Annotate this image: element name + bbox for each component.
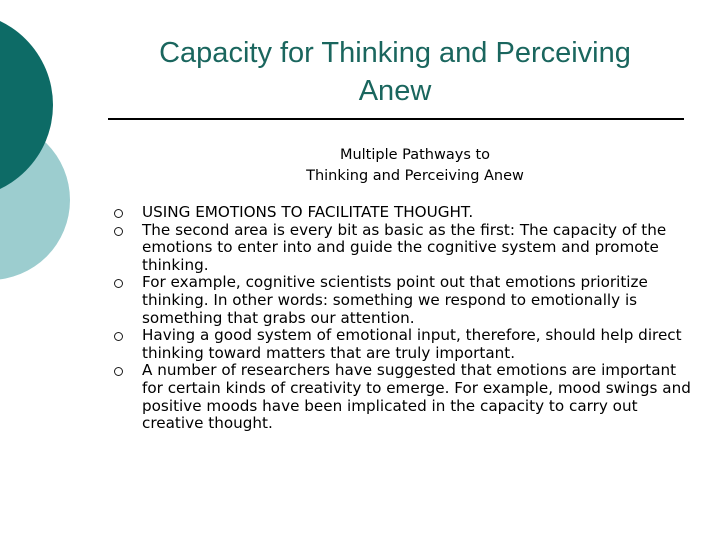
- hollow-circle-icon: [114, 227, 123, 236]
- slide-title-line-1: Capacity for Thinking and Perceiving: [159, 37, 631, 69]
- bullet-item: [112, 274, 692, 327]
- slide-subtitle-line-1: Multiple Pathways to: [339, 147, 491, 163]
- bullet-item: [112, 222, 692, 275]
- title-divider: [108, 118, 684, 120]
- bullet-text: For example, cognitive scientists point out that emotions prioritize thinking. In other words: something we respond to emotionally is something that grabs our attention.: [142, 273, 648, 327]
- bullet-text: The second area is every bit as basic as the first: The capacity of the emotions to enter into and guide the cognitive system and promote thinking.: [142, 220, 667, 274]
- bullet-item: [112, 327, 692, 362]
- bullet-text: USING EMOTIONS TO FACILITATE THOUGHT.: [142, 203, 474, 221]
- slide-subtitle-line-2: Thinking and Perceiving Anew: [306, 168, 524, 184]
- hollow-circle-icon: [114, 332, 123, 341]
- slide-title: [105, 34, 685, 110]
- hollow-circle-icon: [114, 279, 123, 288]
- slide-subtitle: [190, 145, 640, 187]
- bullet-list: [112, 204, 692, 433]
- bullet-text: Having a good system of emotional input, therefore, should help direct thinking toward matters that are truly important.: [142, 326, 682, 362]
- hollow-circle-icon: [114, 209, 123, 218]
- hollow-circle-icon: [114, 367, 123, 376]
- bullet-item: [112, 362, 692, 432]
- bullet-item: [112, 204, 692, 222]
- decorative-circles: [0, 0, 120, 300]
- bullet-text: A number of researchers have suggested that emotions are important for certain kinds of creativity to emerge. For example, mood swings and positive moods have been implicated in the capacity to carry out creative thought.: [142, 361, 691, 433]
- slide-title-line-2: Anew: [358, 75, 432, 107]
